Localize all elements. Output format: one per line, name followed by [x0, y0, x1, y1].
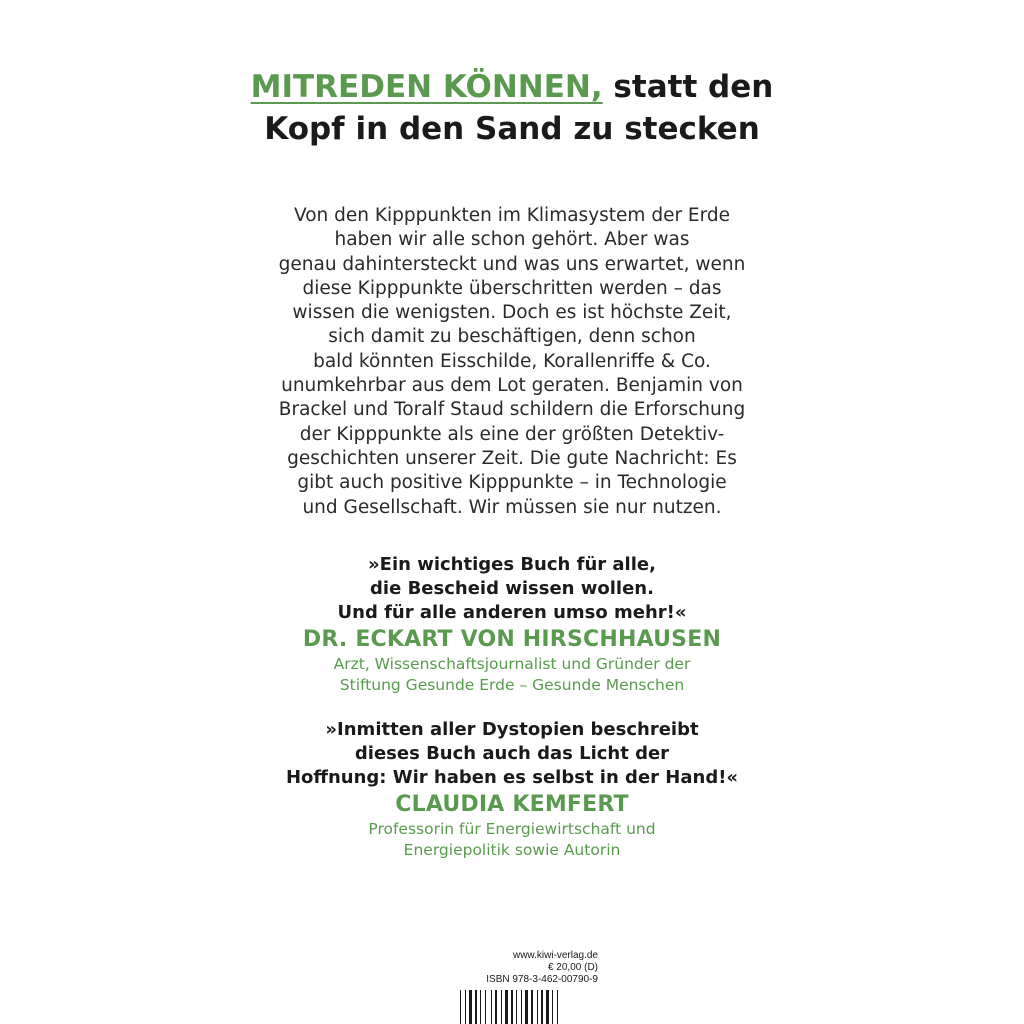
blurb-line: gibt auch positive Kipppunkte – in Technologie — [297, 472, 727, 494]
headline — [0, 66, 1024, 150]
quote-line: dieses Buch auch das Licht der — [354, 743, 670, 764]
blurb-line: genau dahintersteckt und was uns erwartet, wenn — [278, 253, 746, 275]
role-line: Professorin für Energiewirtschaft und — [368, 820, 656, 838]
blurb-line: diese Kipppunkte überschritten werden – das — [302, 277, 722, 299]
quote-line: die Bescheid wissen wollen. — [370, 578, 654, 599]
quote-text — [0, 718, 1024, 790]
quote-text — [0, 553, 1024, 625]
quote-author-role — [0, 654, 1024, 696]
blurb-line: unumkehrbar aus dem Lot geraten. Benjamin von — [281, 375, 743, 397]
barcode-area — [458, 950, 598, 1024]
headline-accent: MITREDEN KÖNNEN, — [250, 69, 603, 105]
headline-line-1 — [0, 66, 1024, 108]
blurb-line: und Gesellschaft. Wir müssen sie nur nutzen. — [302, 496, 722, 518]
headline-rest: statt den — [602, 69, 774, 105]
quote-line: Hoffnung: Wir haben es selbst in der Hand!« — [285, 767, 739, 788]
blurb-text — [262, 204, 762, 520]
blurb-line: sich damit zu beschäftigen, denn schon — [328, 326, 696, 348]
quote-author-name: DR. ECKART VON HIRSCHHAUSEN — [302, 627, 722, 652]
testimonial-kemfert — [0, 718, 1024, 861]
blurb-line: haben wir alle schon gehört. Aber was — [334, 229, 690, 251]
blurb-line: Von den Kipppunkten im Klimasystem der Erde — [293, 205, 731, 226]
quote-line: »Ein wichtiges Buch für alle, — [368, 554, 656, 575]
price-label: € 20,00 (D) — [547, 962, 598, 973]
barcode-icon — [458, 990, 598, 1024]
quote-line: Und für alle anderen umso mehr!« — [337, 602, 687, 623]
quote-author-name: CLAUDIA KEMFERT — [395, 792, 629, 817]
role-line: Stiftung Gesunde Erde – Gesunde Menschen — [339, 676, 685, 694]
blurb-line: wissen die wenigsten. Doch es ist höchste Zeit, — [292, 302, 732, 324]
isbn-label: ISBN 978-3-462-00790-9 — [486, 974, 598, 985]
headline-line-2: Kopf in den Sand zu stecken — [264, 111, 760, 147]
blurb-line: bald könnten Eisschilde, Korallenriffe & Co. — [313, 350, 711, 372]
blurb-line: der Kipppunkte als eine der größten Detektiv- — [299, 423, 725, 445]
blurb-line: Brackel und Toralf Staud schildern die Erforschung — [278, 399, 746, 421]
testimonial-hirschhausen — [0, 553, 1024, 696]
quote-author-role — [0, 819, 1024, 861]
quote-line: »Inmitten aller Dystopien beschreibt — [325, 719, 699, 740]
role-line: Energiepolitik sowie Autorin — [403, 841, 621, 859]
blurb-line: geschichten unserer Zeit. Die gute Nachricht: Es — [287, 447, 737, 469]
role-line: Arzt, Wissenschaftsjournalist und Gründer der — [333, 655, 691, 673]
publisher-website: www.kiwi-verlag.de — [512, 950, 598, 961]
